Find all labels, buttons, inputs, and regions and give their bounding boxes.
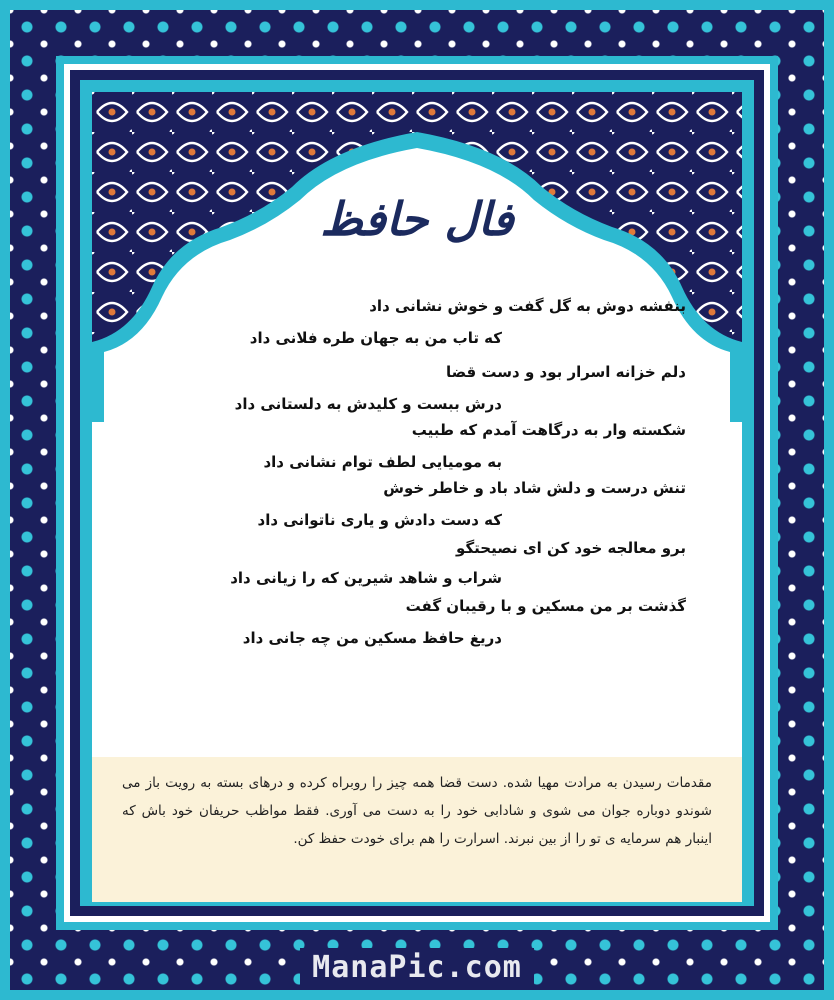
verse-line: به مومیایی لطف توام نشانی داد — [263, 453, 502, 471]
verse-line: دریغ حافظ مسکین من چه جانی داد — [242, 629, 502, 647]
interpretation-box — [92, 757, 742, 902]
watermark: ManaPic.com — [312, 950, 522, 985]
verse-line: درش ببست و کلیدش به دلستانی داد — [234, 395, 502, 413]
verse-line: که دست دادش و یاری ناتوانی داد — [257, 511, 502, 529]
poem — [92, 287, 742, 757]
page-title: فال حافظ — [320, 192, 514, 246]
verse-line: دلم خزانه اسرار بود و دست قضا — [445, 363, 686, 381]
verse-line: بنفشه دوش به گل گفت و خوش نشانی داد — [369, 297, 686, 315]
content-panel — [92, 92, 742, 902]
interpretation-text: مقدمات رسیدن به مرادت مهیا شده. دست قضا همه چیز را روبراه کرده و درهای بسته به رویت باز می شوندو دوباره جوان می شوی و شادابی خود را به دست می آوری. فقط مواظب حریفان خود باش که اینبار هم سرمایه ی تو را از بین نبرند. اسرارت را هم برای خودت حفظ کن. — [122, 775, 712, 847]
verse-line: شراب و شاهد شیرین که را زیانی داد — [230, 569, 502, 587]
verse-line: تنش درست و دلش شاد باد و خاطر خوش — [383, 479, 686, 497]
verse-line: که تاب من به جهان طره فلانی داد — [249, 329, 502, 347]
verse-line: گذشت بر من مسکین و با رقیبان گفت — [405, 597, 686, 615]
verse-line: برو معالجه خود کن ای نصیحتگو — [456, 539, 686, 557]
verse-line: شکسته وار به درگاهت آمدم که طبیب — [411, 421, 686, 439]
